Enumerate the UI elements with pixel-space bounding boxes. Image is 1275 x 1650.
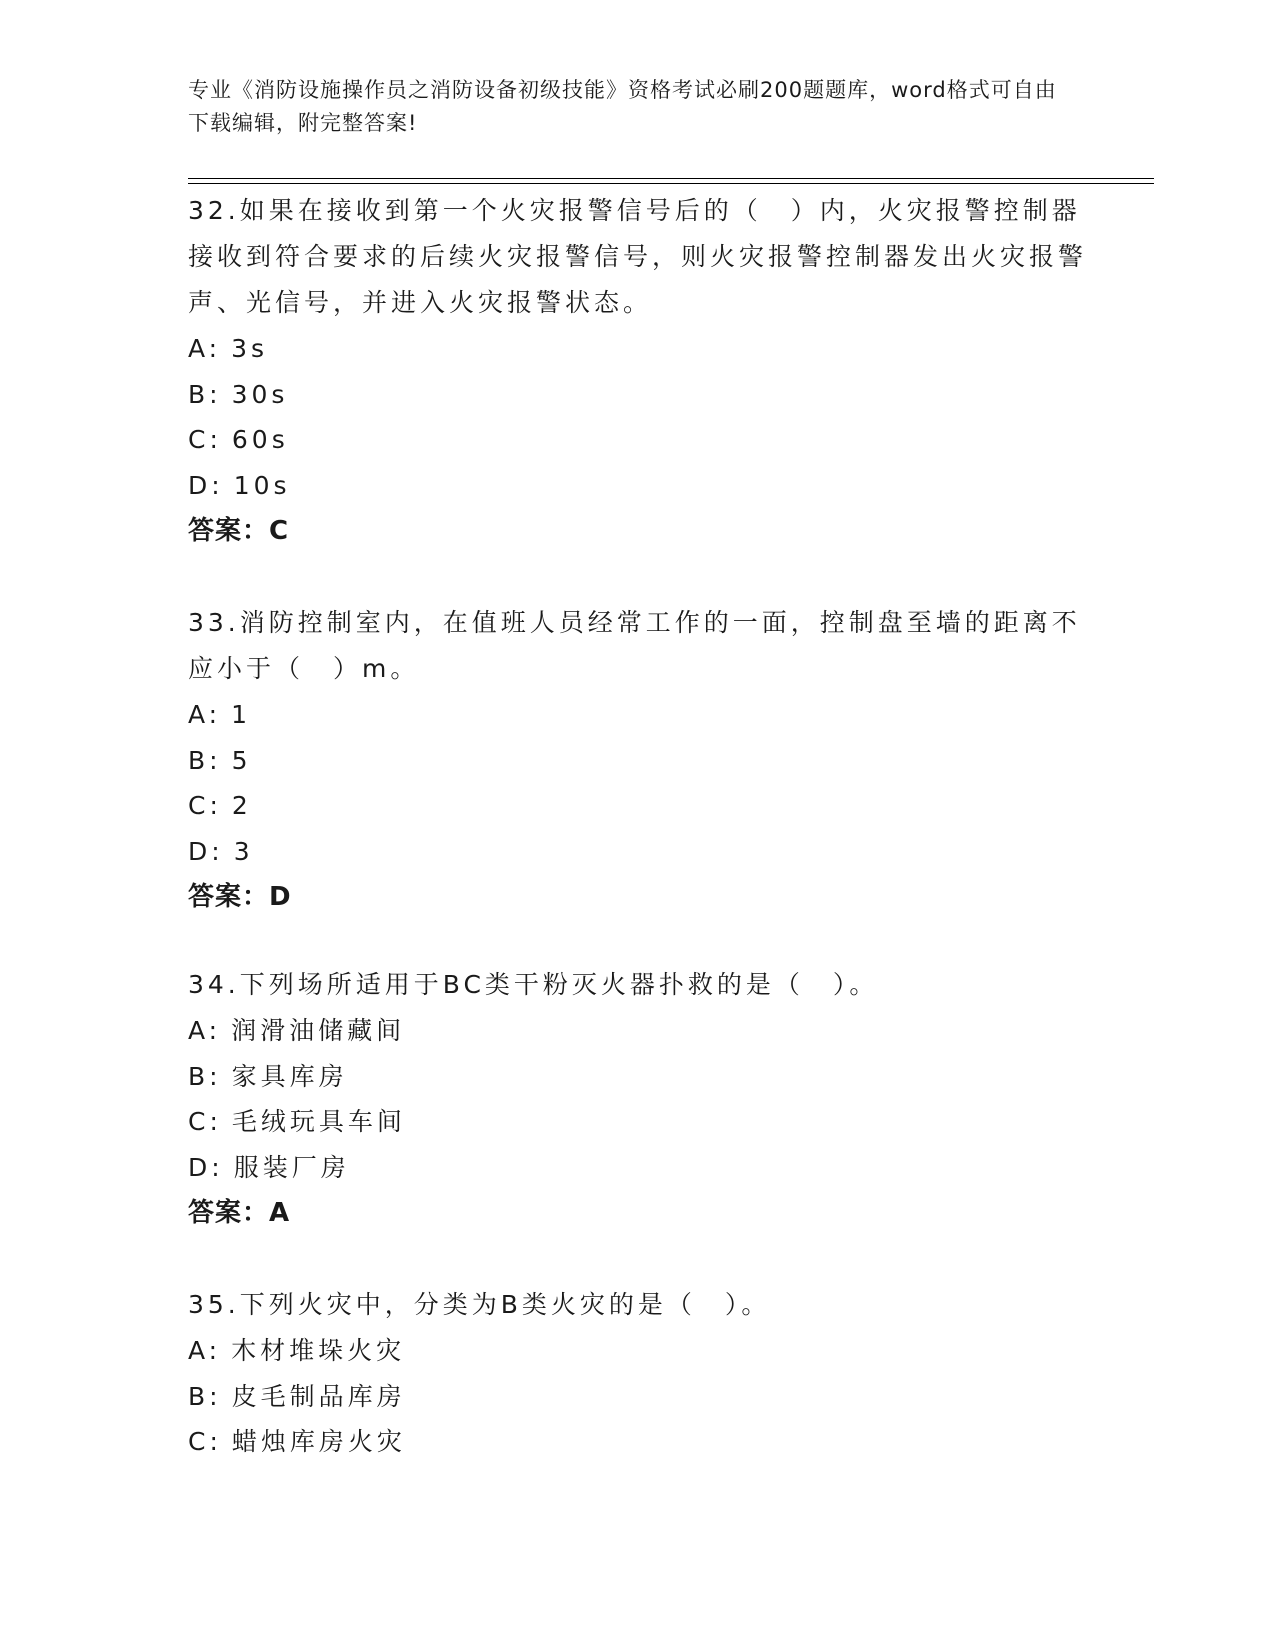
answer-label: 答案： — [188, 516, 270, 546]
question-stem: 32.如果在接收到第一个火灾报警信号后的（ ）内，火灾报警控制器接收到符合要求的后续火灾报警信号，则火灾报警控制器发出火灾报警声、光信号，并进入火灾报警状态。 — [188, 196, 1088, 317]
option-d — [188, 1145, 1088, 1191]
option-separator: : — [208, 1336, 222, 1365]
option-separator: : — [208, 700, 222, 729]
option-key: B — [188, 379, 210, 409]
option-c — [188, 1099, 1088, 1145]
document-header: 专业《消防设施操作员之消防设备初级技能》资格考试必刷200题题库，word格式可自由下载编辑，附完整答案! — [188, 78, 1057, 135]
option-key: D — [188, 1152, 212, 1182]
option-d — [188, 829, 1088, 875]
option-separator: : — [211, 836, 224, 866]
answer-label: 答案： — [188, 882, 270, 912]
option-text: 木材堆垛火灾 — [231, 1336, 406, 1365]
answer-value: D — [269, 882, 292, 912]
answer-line — [188, 508, 1088, 554]
option-separator: : — [211, 1152, 224, 1182]
question-stem: 35.下列火灾中，分类为B类火灾的是（ ）。 — [188, 1290, 771, 1319]
option-b — [188, 372, 1088, 418]
option-c — [188, 417, 1088, 463]
option-separator: : — [209, 1107, 222, 1136]
option-key: A — [188, 1016, 209, 1045]
header-rule-bottom — [188, 183, 1154, 184]
question-35 — [188, 1282, 1088, 1465]
option-separator: : — [209, 1427, 222, 1456]
question-34 — [188, 962, 1088, 1236]
option-separator: : — [211, 470, 224, 500]
option-key: D — [188, 836, 212, 866]
option-separator: : — [209, 425, 222, 454]
option-key: C — [188, 1107, 210, 1136]
option-separator: : — [208, 1016, 222, 1045]
option-text: 1 — [231, 700, 252, 729]
option-text: 服装厂房 — [233, 1152, 350, 1182]
option-a — [188, 326, 1088, 372]
option-a — [188, 1008, 1088, 1054]
option-key: C — [188, 791, 210, 820]
option-separator: : — [209, 379, 222, 409]
option-key: D — [188, 470, 212, 500]
option-b — [188, 1374, 1088, 1420]
option-a — [188, 692, 1088, 738]
option-key: B — [188, 1381, 210, 1411]
option-key: A — [188, 1336, 209, 1365]
option-text: 5 — [231, 745, 252, 775]
option-separator: : — [209, 791, 222, 820]
answer-label: 答案： — [188, 1198, 270, 1228]
answer-value: A — [269, 1198, 291, 1228]
option-text: 皮毛制品库房 — [231, 1381, 406, 1411]
answer-line — [188, 874, 1088, 920]
option-key: C — [188, 425, 210, 454]
option-text: 30s — [231, 379, 289, 409]
option-text: 蜡烛库房火灾 — [231, 1427, 406, 1456]
question-32 — [188, 188, 1088, 554]
option-separator: : — [209, 1381, 222, 1411]
question-stem: 34.下列场所适用于BC类干粉灭火器扑救的是（ ）。 — [188, 970, 879, 999]
option-text: 2 — [231, 791, 252, 820]
answer-line — [188, 1190, 1088, 1236]
option-b — [188, 1054, 1088, 1100]
option-text: 家具库房 — [231, 1061, 348, 1091]
option-b — [188, 738, 1088, 784]
option-c — [188, 783, 1088, 829]
option-text: 3s — [231, 334, 269, 363]
question-33 — [188, 600, 1088, 920]
option-key: B — [188, 745, 210, 775]
answer-value: C — [269, 516, 290, 546]
option-key: A — [188, 334, 209, 363]
option-separator: : — [208, 334, 222, 363]
option-text: 3 — [233, 836, 254, 866]
option-key: A — [188, 700, 209, 729]
option-key: C — [188, 1427, 210, 1456]
option-text: 60s — [231, 425, 289, 454]
option-separator: : — [209, 1061, 222, 1091]
option-text: 毛绒玩具车间 — [231, 1107, 406, 1136]
option-text: 10s — [233, 470, 291, 500]
option-separator: : — [209, 745, 222, 775]
question-stem: 33.消防控制室内，在值班人员经常工作的一面，控制盘至墙的距离不应小于（ ）m。 — [188, 608, 1081, 683]
option-text: 润滑油储藏间 — [231, 1016, 406, 1045]
header-rule-top — [188, 178, 1154, 179]
option-d — [188, 463, 1088, 509]
option-c — [188, 1419, 1088, 1465]
option-a — [188, 1328, 1088, 1374]
option-key: B — [188, 1061, 210, 1091]
